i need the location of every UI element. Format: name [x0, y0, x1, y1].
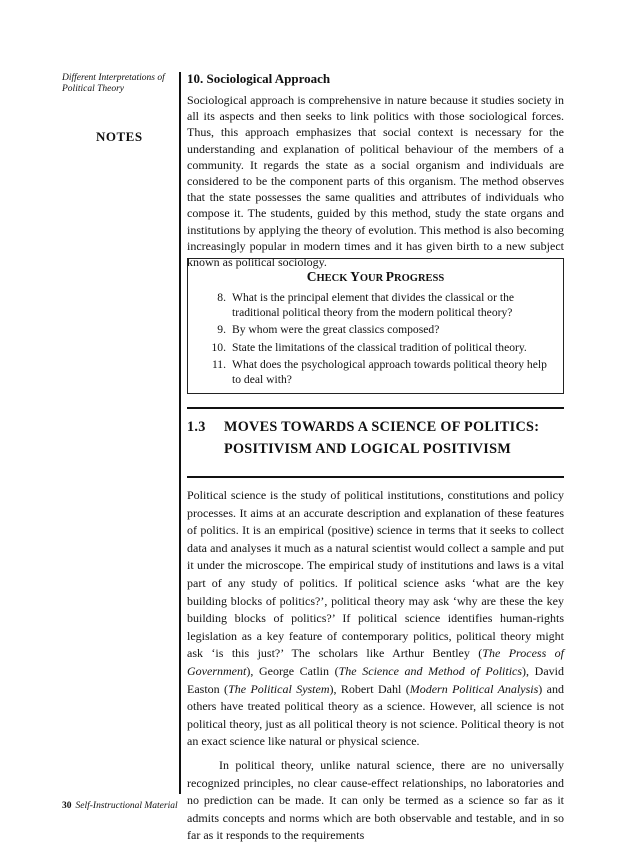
question-text: State the limitations of the classical tradition of political theory. [232, 340, 527, 354]
book-title: Modern Political Analysis [409, 681, 539, 696]
question-number: 10. [211, 340, 226, 354]
heading-rule-top [187, 407, 564, 409]
book-title: The Process of Government [187, 646, 564, 678]
question-item [204, 341, 555, 356]
title-smallcaps: ROGRESS [394, 273, 445, 284]
question-number: 8. [217, 291, 226, 304]
section-1-3-body [187, 487, 564, 845]
question-item [204, 358, 555, 387]
running-title: Different Interpretations of Political Theory [62, 73, 165, 94]
question-list [188, 291, 563, 387]
section-number: 1.3 [187, 419, 206, 435]
question-text: What is the principal element that divides the classical or the traditional political theory from the modern political theory? [232, 291, 515, 319]
title-letter: C [306, 269, 317, 284]
page-footer [62, 801, 178, 811]
notes-label: NOTES [96, 129, 143, 144]
section-1-3-paragraph-2: In political theory, unlike natural science, there are no universally recognized principles, no clear cause-effect relationships, no laboratories and no prediction can be made. It can only be termed as a science so far as it admits concepts and norms which are both observable and testable, and in so far as it responds to the requirements [187, 757, 564, 843]
section-1-3-paragraph-1 [187, 487, 564, 751]
question-text: By whom were the great classics composed? [232, 323, 440, 336]
heading-rule-bottom [187, 476, 564, 478]
book-title: The Science and Method of Politics [338, 663, 523, 678]
question-text: What does the psychological approach towards political theory help to deal with? [232, 358, 547, 386]
margin-divider [179, 72, 181, 794]
section-10-paragraph: Sociological approach is comprehensive in nature because it studies society in all its aspects and then seeks to link politics with those sociological forces. Thus, this approach emphasizes that social context is necessary for the understanding and explanation of political behaviour of the members of a community. It regards the state as a social organism and individuals are considered to be the component parts of this organism. The method observes that the state possesses the same qualities and attributes of individuals who compose it. The students, guided by this method, study the state organs and institutions by applying the theory of evolution. This method is also becoming increasingly popular in modern times and it has given birth to a new subject known as political sociology. [187, 93, 564, 270]
section-title: MOVES TOWARDS A SCIENCE OF POLITICS: POSITIVISM AND LOGICAL POSITIVISM [224, 419, 540, 457]
text-run: Political science is the study of political institutions, constitutions and policy processes. It aims at an accurate description and explanation of these features of politics. It is an empirical (positive) science in terms that it seeks to collect data and analyses it much as a natural scientist would collect a sample and put it under the microscope. The empirical study of institutions and laws is a vital part of any study of politics. If political science asks ‘what are the key building blocks of politics?’, political theory may ask ‘why are these the key building blocks of politics?’ If political science identifies human-rights legislation as a key feature of contemporary politics, political theory might ask ‘is this just?’ The scholars like Arthur Bentley ( [187, 488, 564, 661]
footer-text: Self-Instructional Material [75, 801, 178, 811]
question-item [204, 291, 555, 320]
check-your-progress-title [188, 269, 563, 285]
text-run: ), Robert Dahl ( [329, 681, 410, 696]
check-your-progress-box [187, 258, 564, 394]
page-number: 30 [62, 801, 72, 811]
text-run: ), George Catlin ( [246, 663, 339, 678]
text-run: ) and others have treated political theory as a science. However, all science is not political theory, just as all political theory is not science. Political theory is not an exact science like natural or physical science. [187, 681, 565, 749]
section-1-3-heading [187, 416, 564, 460]
title-smallcaps: OUR [359, 273, 386, 284]
title-letter: Y [350, 269, 360, 284]
text-run: ), David Easton ( [187, 663, 564, 696]
question-item [204, 323, 555, 338]
question-number: 11. [211, 358, 226, 371]
question-number: 9. [217, 323, 226, 336]
title-smallcaps: HECK [316, 273, 351, 284]
section-10-block [187, 71, 564, 270]
section-10-heading: 10. Sociological Approach [187, 71, 331, 86]
book-title: The Political System [228, 681, 330, 696]
title-letter: P [385, 269, 395, 284]
